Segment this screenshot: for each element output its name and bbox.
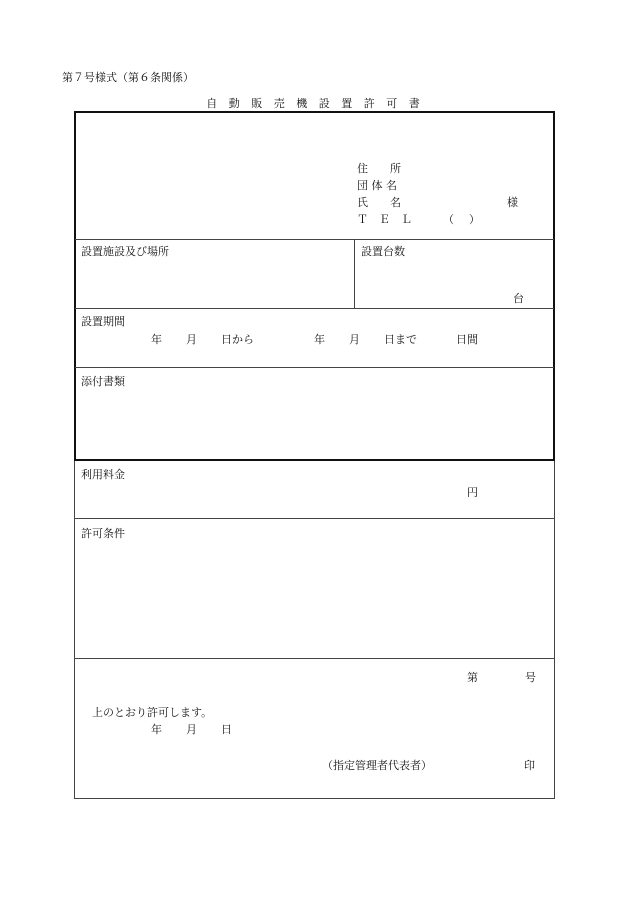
count-unit: 台 xyxy=(513,292,524,305)
divider-fee xyxy=(74,518,555,519)
fee-unit: 円 xyxy=(467,486,478,499)
document-title: 自 動 販 売 機 設 置 許 可 書 xyxy=(206,97,424,110)
divider-conditions xyxy=(74,658,555,659)
period-label: 設置期間 xyxy=(81,315,125,328)
name-label: 氏 名 xyxy=(357,196,401,209)
facility-place-label: 設置施設及び場所 xyxy=(81,245,169,258)
divider-applicant xyxy=(75,239,554,240)
tel-open-paren: （ xyxy=(443,213,454,226)
tel-close-paren: ） xyxy=(469,213,480,226)
signer-title: （指定管理者代表者） xyxy=(322,759,432,772)
honorific: 様 xyxy=(507,196,518,209)
period-from-month: 月 xyxy=(186,333,197,346)
upper-frame xyxy=(74,111,555,461)
permit-number-suffix: 号 xyxy=(525,671,536,684)
tel-label: Ｔ Ｅ Ｌ xyxy=(357,213,412,226)
divider-facility xyxy=(75,308,554,309)
divider-facility-count xyxy=(354,239,355,308)
period-to-day: 日まで xyxy=(384,333,417,346)
approval-year: 年 xyxy=(151,723,162,736)
approval-month: 月 xyxy=(186,723,197,736)
period-to-month: 月 xyxy=(349,333,360,346)
attachments-label: 添付書類 xyxy=(81,375,125,388)
divider-period xyxy=(75,367,554,368)
approval-statement: 上のとおり許可します。 xyxy=(92,706,213,719)
period-days: 日間 xyxy=(456,333,478,346)
period-to-year: 年 xyxy=(314,333,325,346)
period-from-year: 年 xyxy=(151,333,162,346)
approval-day: 日 xyxy=(221,723,232,736)
lower-frame xyxy=(74,461,555,799)
group-name-label: 団 体 名 xyxy=(357,179,397,192)
permit-number-prefix: 第 xyxy=(467,671,478,684)
period-from-day: 日から xyxy=(221,333,254,346)
seal-mark: 印 xyxy=(524,759,535,772)
address-label: 住 所 xyxy=(357,162,401,175)
conditions-label: 許可条件 xyxy=(81,527,125,540)
form-number: 第７号様式（第６条関係） xyxy=(62,71,194,84)
fee-label: 利用料金 xyxy=(81,468,125,481)
installation-count-label: 設置台数 xyxy=(361,245,405,258)
